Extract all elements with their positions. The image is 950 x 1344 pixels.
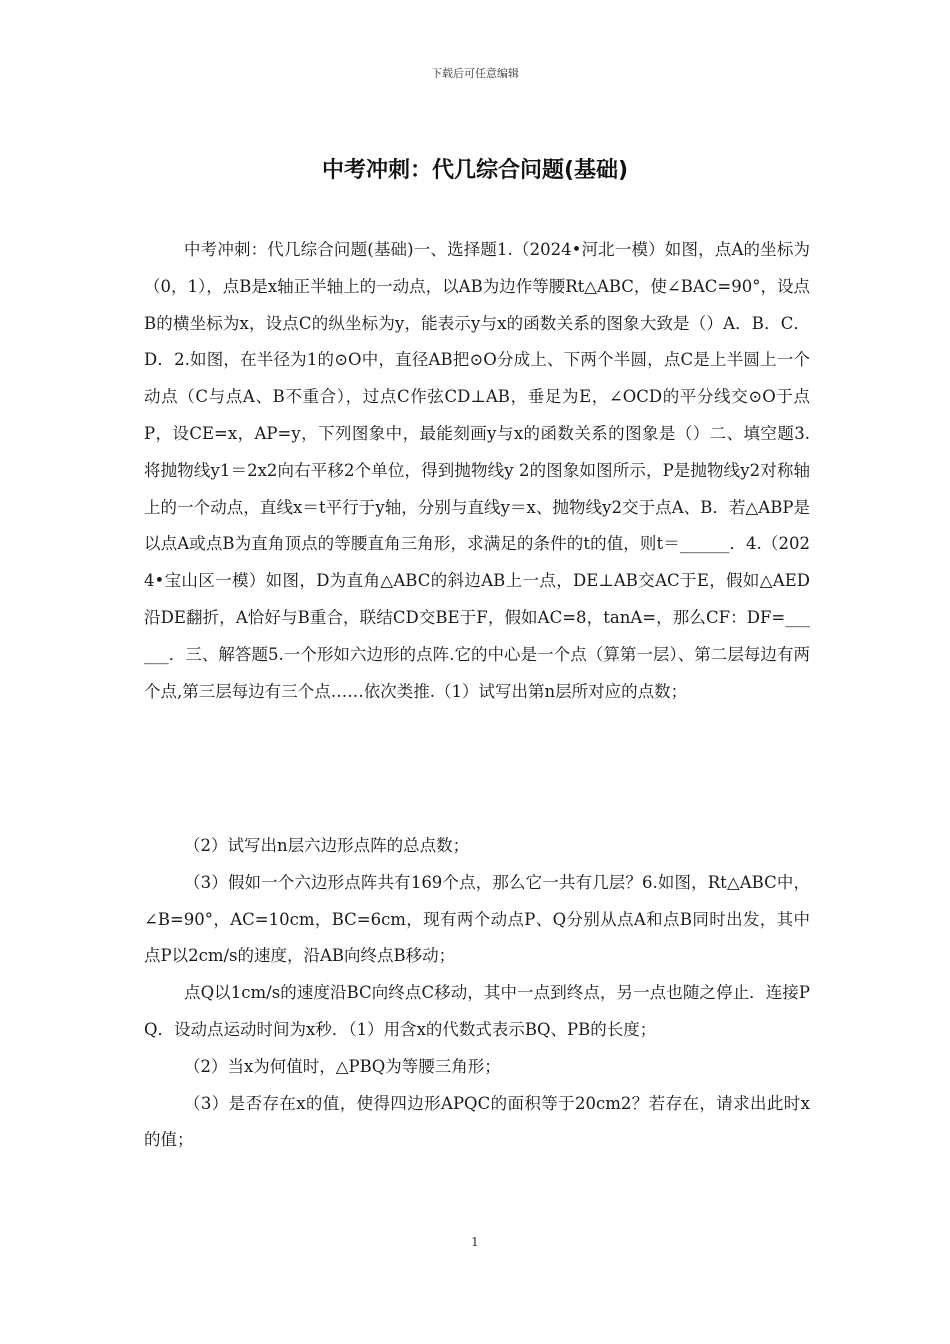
main-paragraph [144, 232, 810, 710]
page-title: 中考冲刺：代几综合问题(基础) [321, 158, 629, 183]
paragraph-q5-part2: （2）试写出n层六边形点阵的总点数； [184, 836, 470, 855]
paragraph-q6-part3: （3）是否存在x的值，使得四边形APQC的面积等于20cm2？若存在，请求出此时x的值； [144, 1093, 810, 1150]
paragraph-questions-1-to-5: 中考冲刺：代几综合问题(基础)一、选择题1.（2024•河北一模）如图，点A的坐标为（0，1），点B是x轴正半轴上的一动点，以AB为边作等腰Rt△ABC，使∠BAC=90°，设点B的横坐标为x，设点C的纵坐标为y，能表示y与x的函数关系的图象大致是（）A．B．C．D．2.如图，在半径为1的⊙O中，直径AB把⊙O分成上、下两个半圆，点C是上半圆上一个动点（C与点A、B不重合），过点C作弦CD⊥AB，垂足为E，∠OCD的平分线交⊙O于点P，设CE=x，AP=y，下列图象中，最能刻画y与x的函数关系的图象是（）二、填空题3.将抛物线y1＝2x2向右平移2个单位，得到抛物线y 2的图象如图所示，P是抛物线y2对称轴上的一个动点，直线x＝t平行于y轴，分别与直线y＝x、抛物线y2交于点A、B．若△ABP是以点A或点B为直角顶点的等腰直角三角形，求满足的条件的t的值，则t＝______．4.（2024•宝山区一模）如图，D为直角△ABC的斜边AB上一点，DE⊥AB交AC于E，假如△AED沿DE翻折，A恰好与B重合，联结CD交BE于F，假如AC=8，tanA=，那么CF：DF=______．三、解答题5.一个形如六边形的点阵.它的中心是一个点（算第一层）、第二层每边有两个点,第三层每边有三个点……依次类推.（1）试写出第n层所对应的点数； [144, 240, 810, 701]
paragraph-q6-part1: 点Q以1cm/s的速度沿BC向终点C移动，其中一点到终点，另一点也随之停止．连接PQ．设动点运动时间为x秒．（1）用含x的代数式表示BQ、PB的长度； [144, 983, 810, 1039]
page-header-note: 下载后可任意编辑 [431, 67, 519, 80]
paragraph-q5-part3-q6: （3）假如一个六边形点阵共有169个点，那么它一共有几层？6.如图，Rt△ABC中，∠B=90°，AC=10cm，BC=6cm，现有两个动点P、Q分别从点A和点B同时出发，其中点P以2cm/s的速度，沿AB向终点B移动； [144, 872, 810, 966]
continuation-block [144, 828, 810, 1159]
paragraph-q6-part2: （2）当x为何值时，△PBQ为等腰三角形； [184, 1056, 501, 1076]
page-number: 1 [471, 1235, 479, 1249]
